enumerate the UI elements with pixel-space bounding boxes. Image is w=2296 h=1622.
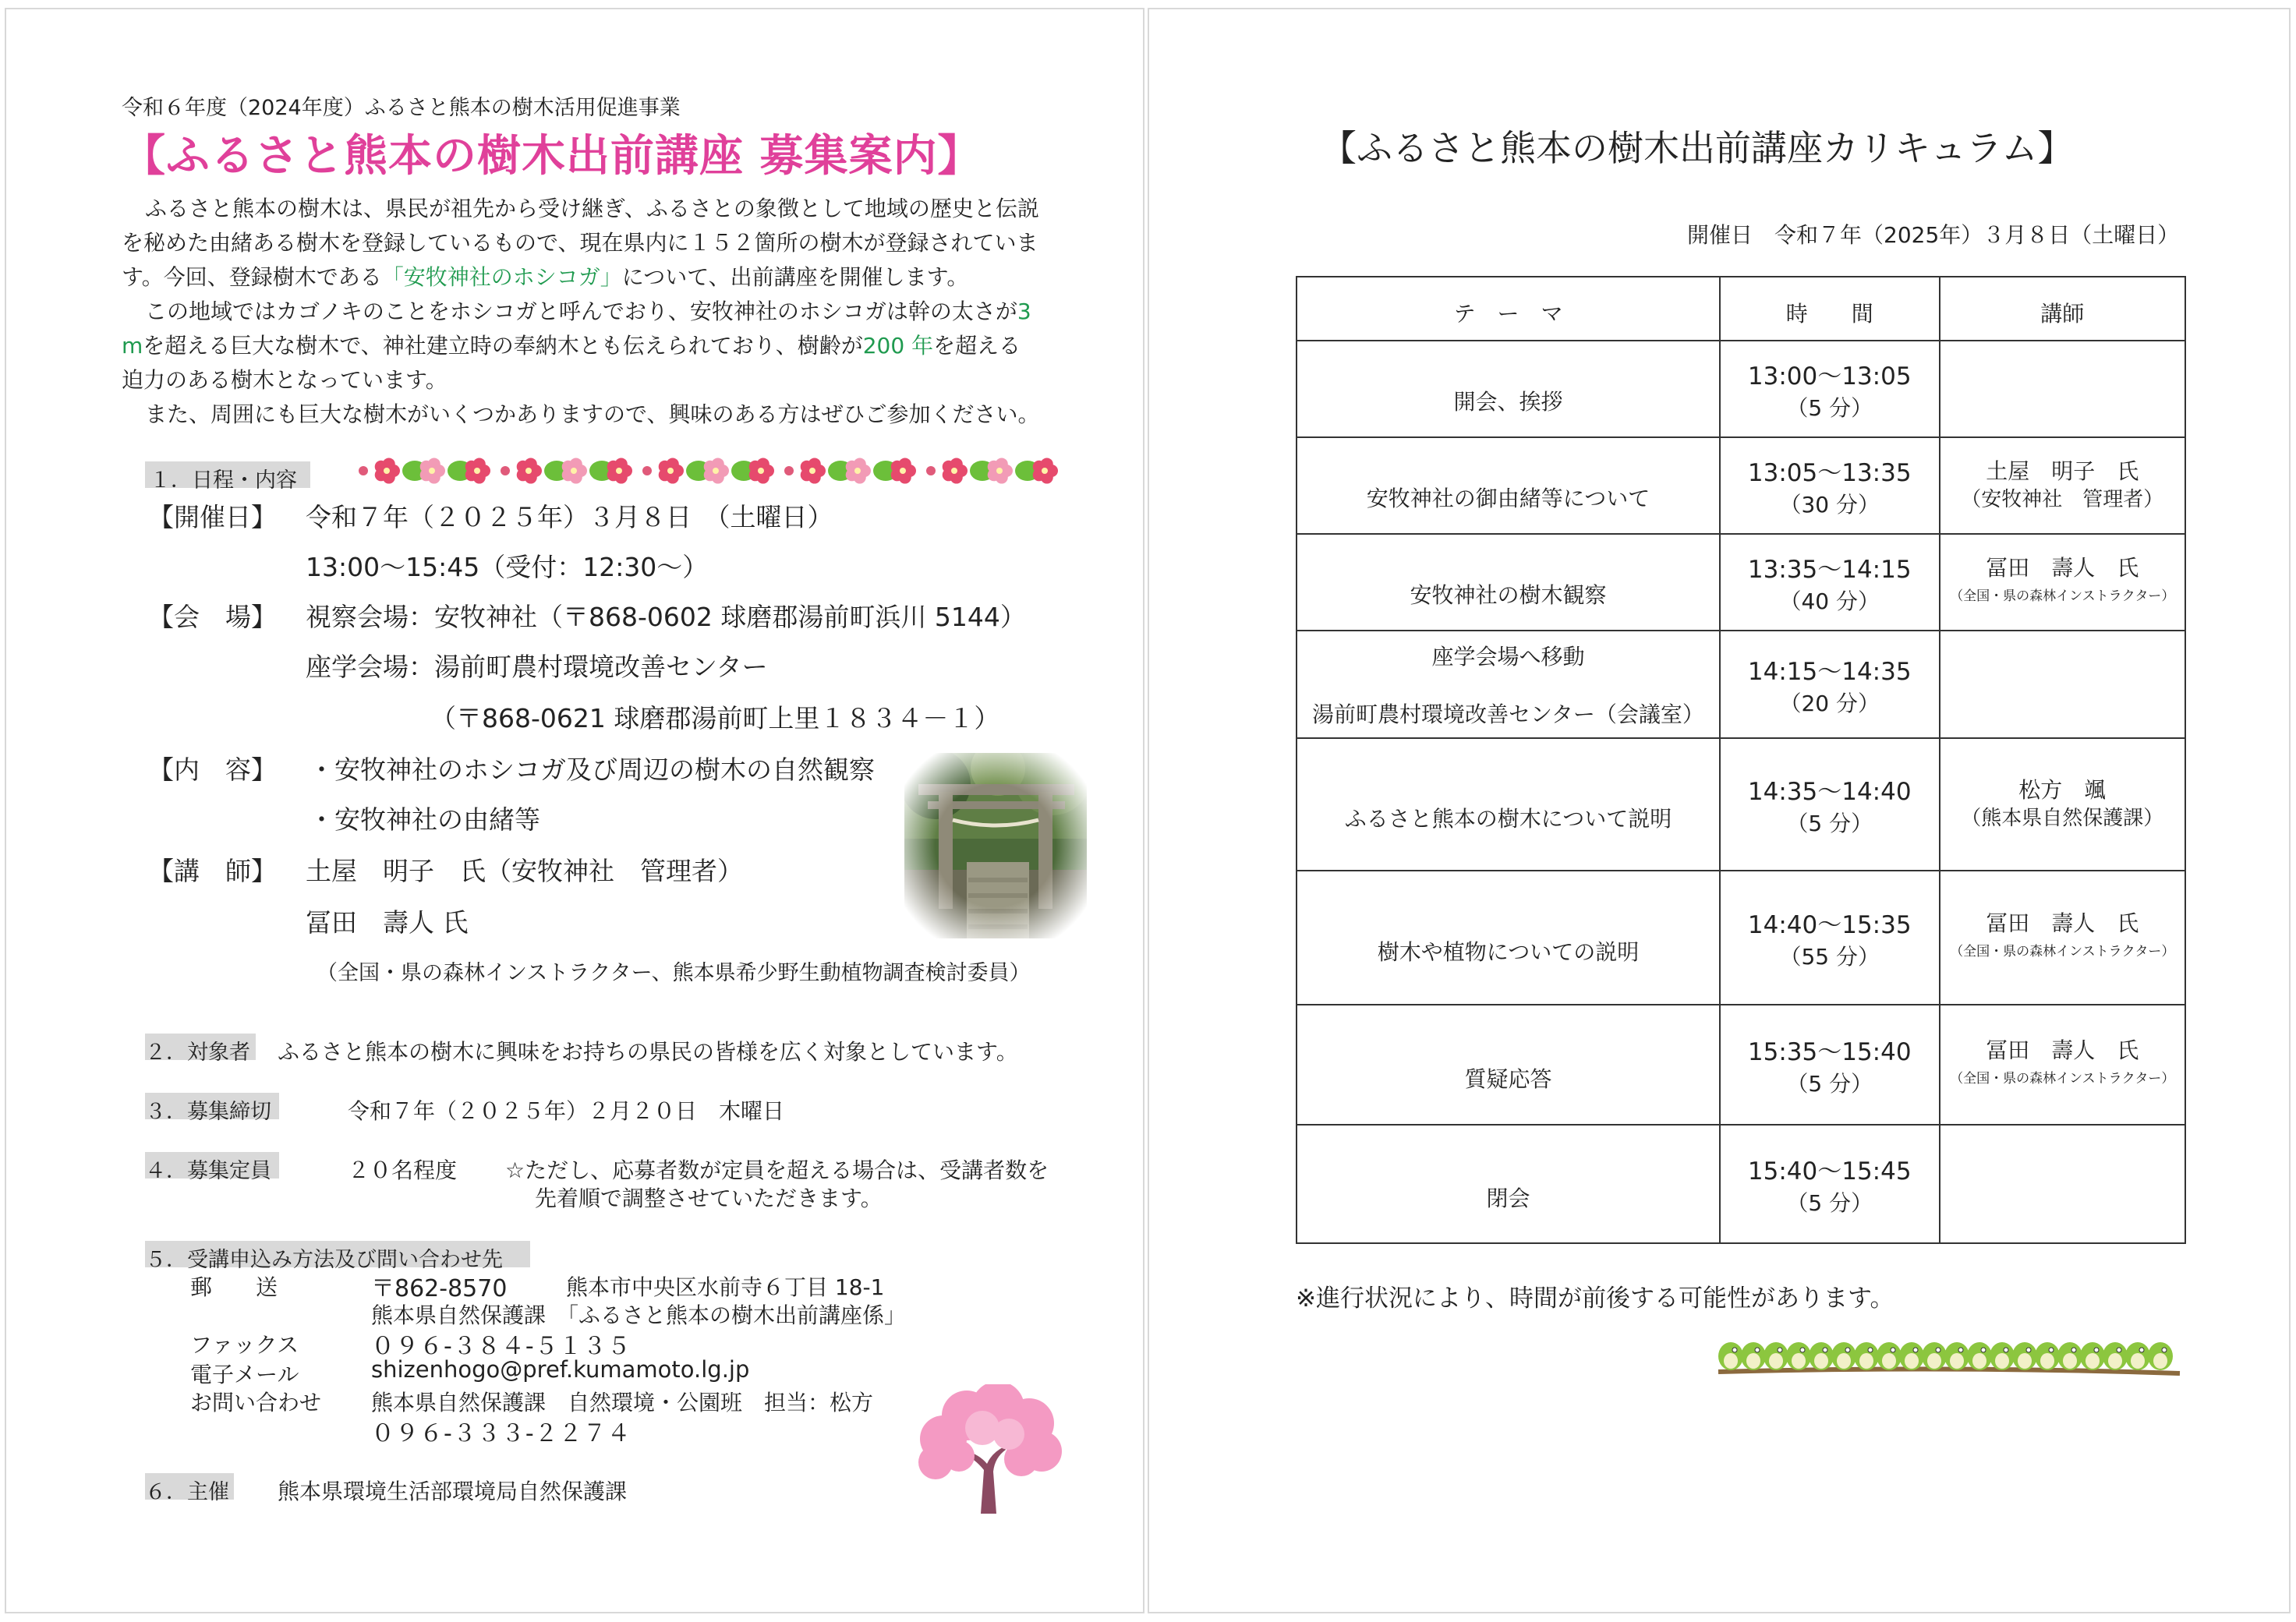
flower-ornament bbox=[517, 458, 542, 483]
flower-ornament bbox=[943, 458, 968, 483]
lecturer-2-note: （全国・県の森林インストラクター、熊本県希少野生動植物調査検討委員） bbox=[317, 961, 1031, 985]
dot-ornament bbox=[642, 466, 652, 475]
bird-icon bbox=[1764, 1342, 1788, 1370]
header-label: テ ー マ bbox=[1453, 301, 1563, 327]
row-theme: 座学会場へ移動 bbox=[1431, 644, 1585, 670]
row-theme: 開会、挨拶 bbox=[1453, 389, 1563, 415]
dot-ornament bbox=[926, 466, 936, 475]
email-address[interactable]: shizenhogo@pref.kumamoto.lg.jp bbox=[371, 1356, 750, 1383]
table-row bbox=[1297, 738, 2185, 871]
program-subtitle: 令和６年度（2024年度）ふるさと熊本の樹木活用促進事業 bbox=[122, 96, 681, 120]
bird-icon bbox=[2080, 1342, 2105, 1370]
organizer-text: 熊本県環境生活部環境局自然保護課 bbox=[278, 1479, 628, 1504]
intro-text: を超える巨大な樹木で、神社建立時の奉納木とも伝えられており、樹齢が bbox=[143, 333, 863, 359]
row-theme-sub: 湯前町農村環境改善センター（会議室） bbox=[1312, 701, 1704, 727]
row-duration: （5 分） bbox=[1786, 1070, 1873, 1097]
row-lecturer-affiliation: （熊本県自然保護課） bbox=[1961, 807, 2164, 830]
section6-heading: ６．主催 bbox=[145, 1480, 229, 1504]
birds-on-branch-illustration bbox=[1715, 1325, 2183, 1383]
table-header-row bbox=[1297, 277, 2185, 341]
bird-icon bbox=[1786, 1342, 1811, 1370]
flower-ornament bbox=[891, 458, 916, 483]
row-lecturer-affiliation: （全国・県の森林インストラクター） bbox=[1950, 944, 2175, 959]
bird-icon bbox=[2057, 1342, 2082, 1370]
lecturer-header bbox=[1940, 277, 2185, 341]
capacity-note: ☆ただし、応募者数が定員を超える場合は、受講者数を bbox=[505, 1157, 1049, 1183]
table-row bbox=[1297, 534, 2185, 631]
row-lecturer-affiliation: （安牧神社 管理者） bbox=[1961, 488, 2164, 511]
time-value: 13:00～15:45（受付：12:30～） bbox=[306, 552, 709, 582]
curriculum-date: 開催日 令和７年（2025年）３月８日（土曜日） bbox=[1687, 222, 2180, 248]
row-time: 14:35～14:40 bbox=[1747, 777, 1912, 806]
row-theme: 質疑応答 bbox=[1464, 1066, 1552, 1092]
table-row bbox=[1297, 1005, 2185, 1125]
row-lecturer: 土屋 明子 氏 bbox=[1986, 458, 2139, 484]
intro-line bbox=[122, 329, 1021, 360]
bird-icon bbox=[1741, 1342, 1766, 1370]
date-label: 【開催日】 bbox=[148, 502, 277, 532]
bird-icon bbox=[2148, 1342, 2173, 1370]
header-label: 時 間 bbox=[1785, 301, 1873, 327]
cherry-tree-illustration bbox=[912, 1384, 1065, 1514]
row-duration: （55 分） bbox=[1779, 943, 1880, 970]
section1-heading: １．日程・内容 bbox=[150, 468, 297, 493]
intro-text: を超える bbox=[933, 333, 1021, 359]
curriculum-table bbox=[1296, 276, 2186, 1244]
bird-icon bbox=[1899, 1342, 1924, 1370]
row-time: 14:15～14:35 bbox=[1747, 657, 1912, 686]
target-audience-text: ふるさと熊本の樹木に興味をお持ちの県民の皆様を広く対象としています。 bbox=[278, 1039, 1018, 1065]
venue-label: 【会 場】 bbox=[148, 602, 277, 632]
dot-ornament bbox=[501, 466, 510, 475]
deadline-text: 令和７年（２０２５年）２月２０日 木曜日 bbox=[348, 1098, 785, 1124]
row-lecturer: 冨田 壽人 氏 bbox=[1986, 910, 2139, 936]
row-time: 13:05～13:35 bbox=[1747, 458, 1912, 487]
tree-age-highlight: 200 年 bbox=[862, 333, 934, 359]
flower-ornament bbox=[749, 458, 774, 483]
section2-heading: ２．対象者 bbox=[145, 1041, 250, 1065]
intro-line: 迫力のある樹木となっています。 bbox=[122, 367, 448, 393]
row-time: 15:35～15:40 bbox=[1747, 1037, 1912, 1066]
email-label: 電子メール bbox=[190, 1362, 299, 1387]
capacity-note: 先着順で調整させていただきます。 bbox=[535, 1186, 883, 1211]
table-row bbox=[1297, 1125, 2185, 1243]
intro-line bbox=[122, 260, 968, 292]
contact-dept: 熊本県自然保護課 自然環境・公園班 担当：松方 bbox=[371, 1390, 874, 1415]
mail-label: 郵 送 bbox=[190, 1274, 278, 1300]
intro-line: ふるさと熊本の樹木は、県民が祖先から受け継ぎ、ふるさとの象徴として地域の歴史と伝説 bbox=[145, 196, 1039, 221]
bird-icon bbox=[1990, 1342, 2015, 1370]
fax-number: ０９６-３８４-５１３５ bbox=[371, 1333, 631, 1360]
row-lecturer: 冨田 壽人 氏 bbox=[1986, 1037, 2139, 1063]
row-lecturer: 松方 颯 bbox=[2018, 777, 2107, 803]
lecturer-label: 【講 師】 bbox=[148, 856, 277, 886]
row-theme: 安牧神社の御由緒等について bbox=[1366, 486, 1650, 511]
flower-ornament bbox=[465, 458, 490, 483]
flower-ornament bbox=[1033, 458, 1058, 483]
dot-ornament bbox=[784, 466, 794, 475]
trunk-unit-highlight: m bbox=[122, 333, 143, 359]
bird-icon bbox=[1944, 1342, 1969, 1370]
row-lecturer-affiliation: （全国・県の森林インストラクター） bbox=[1950, 1071, 2175, 1087]
trunk-size-highlight: 3 bbox=[1017, 299, 1031, 324]
lecturer-2: 冨田 壽人 氏 bbox=[306, 907, 469, 938]
row-time: 13:35～14:15 bbox=[1747, 555, 1912, 584]
mail-zip: 〒862-8570 bbox=[371, 1275, 508, 1302]
flower-ornament bbox=[607, 458, 632, 483]
flower-ornament bbox=[659, 458, 684, 483]
intro-line: を秘めた由緒ある樹木を登録しているもので、現在県内に１５２箇所の樹木が登録されていま bbox=[122, 230, 1038, 256]
venue-lecture: 座学会場：湯前町農村環境改善センター bbox=[306, 652, 768, 682]
row-duration: （5 分） bbox=[1786, 810, 1873, 836]
section3-heading: ３．募集締切 bbox=[145, 1100, 271, 1124]
intro-text: す。今回、登録樹木である bbox=[122, 264, 382, 290]
date-value: 令和７年（２０２５年）３月８日 （土曜日） bbox=[306, 502, 833, 532]
header-label: 講師 bbox=[2040, 301, 2085, 327]
contact-phone: ０９６-３３３-２２７４ bbox=[371, 1420, 631, 1447]
bird-icon bbox=[2012, 1342, 2037, 1370]
table-row bbox=[1297, 631, 2185, 738]
row-time: 15:40～15:45 bbox=[1747, 1157, 1912, 1186]
venue-site: 視察会場：安牧神社（〒868-0602 球磨郡湯前町浜川 5144） bbox=[306, 602, 1026, 632]
content-item: ・安牧神社のホシコガ及び周辺の樹木の自然観察 bbox=[309, 754, 875, 785]
mail-address: 熊本市中央区水前寺６丁目 18-1 bbox=[566, 1274, 885, 1300]
section5-heading: ５．受講申込み方法及び問い合わせ先 bbox=[145, 1248, 503, 1272]
dot-ornament bbox=[359, 466, 368, 475]
content-item: ・安牧神社の由緒等 bbox=[309, 804, 540, 835]
table-row bbox=[1297, 871, 2185, 1005]
flower-border-decoration bbox=[351, 451, 1068, 489]
flower-ornament bbox=[801, 458, 826, 483]
flower-ornament bbox=[375, 458, 400, 483]
mail-recipient: 熊本県自然保護課 「ふるさと熊本の樹木出前講座係」 bbox=[371, 1302, 907, 1328]
bird-icon bbox=[1831, 1342, 1856, 1370]
bird-icon bbox=[1718, 1342, 1743, 1370]
row-time: 13:00～13:05 bbox=[1747, 362, 1912, 390]
row-theme: ふるさと熊本の樹木について説明 bbox=[1344, 806, 1672, 832]
bird-icon bbox=[1967, 1342, 1992, 1370]
tree-name-highlight: 「安牧神社のホシコガ」 bbox=[381, 264, 622, 290]
table-row bbox=[1297, 341, 2185, 437]
intro-line bbox=[145, 295, 1031, 326]
bird-icon bbox=[2125, 1342, 2150, 1370]
fax-label: ファックス bbox=[190, 1332, 299, 1358]
intro-text: について、出前講座を開催します。 bbox=[621, 264, 969, 290]
row-theme: 閉会 bbox=[1486, 1186, 1530, 1211]
section4-heading: ４．募集定員 bbox=[145, 1159, 271, 1183]
row-duration: （20 分） bbox=[1779, 690, 1880, 716]
intro-line: また、周囲にも巨大な樹木がいくつかありますので、興味のある方はぜひご参加ください。 bbox=[145, 401, 1040, 427]
flower-ornament bbox=[988, 458, 1013, 483]
row-lecturer-affiliation: （全国・県の森林インストラクター） bbox=[1950, 588, 2175, 604]
lecturer-1: 土屋 明子 氏（安牧神社 管理者） bbox=[306, 856, 743, 886]
row-duration: （40 分） bbox=[1779, 588, 1880, 614]
curriculum-footnote: ※進行状況により、時間が前後する可能性があります。 bbox=[1296, 1285, 1894, 1313]
flower-ornament bbox=[420, 458, 445, 483]
flower-ornament bbox=[704, 458, 729, 483]
flower-ornament bbox=[846, 458, 871, 483]
curriculum-title: 【ふるさと熊本の樹木出前講座カリキュラム】 bbox=[1321, 127, 2074, 169]
bird-icon bbox=[1877, 1342, 1902, 1370]
table-row bbox=[1297, 437, 2185, 534]
flower-ornament bbox=[562, 458, 587, 483]
row-theme: 安牧神社の樹木観察 bbox=[1410, 582, 1607, 608]
capacity-text: ２０名程度 bbox=[348, 1157, 458, 1183]
row-duration: （30 分） bbox=[1779, 491, 1880, 518]
bird-icon bbox=[1809, 1342, 1834, 1370]
row-lecturer: 冨田 壽人 氏 bbox=[1986, 555, 2139, 581]
content-label: 【内 容】 bbox=[148, 754, 277, 785]
shrine-photo bbox=[904, 753, 1087, 938]
intro-text: この地域ではカゴノキのことをホシコガと呼んでおり、安牧神社のホシコガは幹の太さが bbox=[145, 299, 1017, 324]
venue-lecture-address: （〒868-0621 球磨郡湯前町上里１８３４－１） bbox=[430, 703, 1000, 733]
row-duration: （5 分） bbox=[1786, 1189, 1873, 1216]
contact-label: お問い合わせ bbox=[190, 1390, 322, 1415]
row-theme: 樹木や植物についての説明 bbox=[1377, 939, 1640, 965]
bird-icon bbox=[1854, 1342, 1879, 1370]
row-time: 14:40～15:35 bbox=[1747, 910, 1912, 939]
bird-icon bbox=[2103, 1342, 2128, 1370]
bird-icon bbox=[2035, 1342, 2060, 1370]
theme-header bbox=[1297, 277, 1720, 341]
time-header bbox=[1720, 277, 1940, 341]
row-duration: （5 分） bbox=[1786, 394, 1873, 421]
bird-icon bbox=[1922, 1342, 1947, 1370]
page-title: 【ふるさと熊本の樹木出前講座 募集案内】 bbox=[122, 131, 982, 182]
